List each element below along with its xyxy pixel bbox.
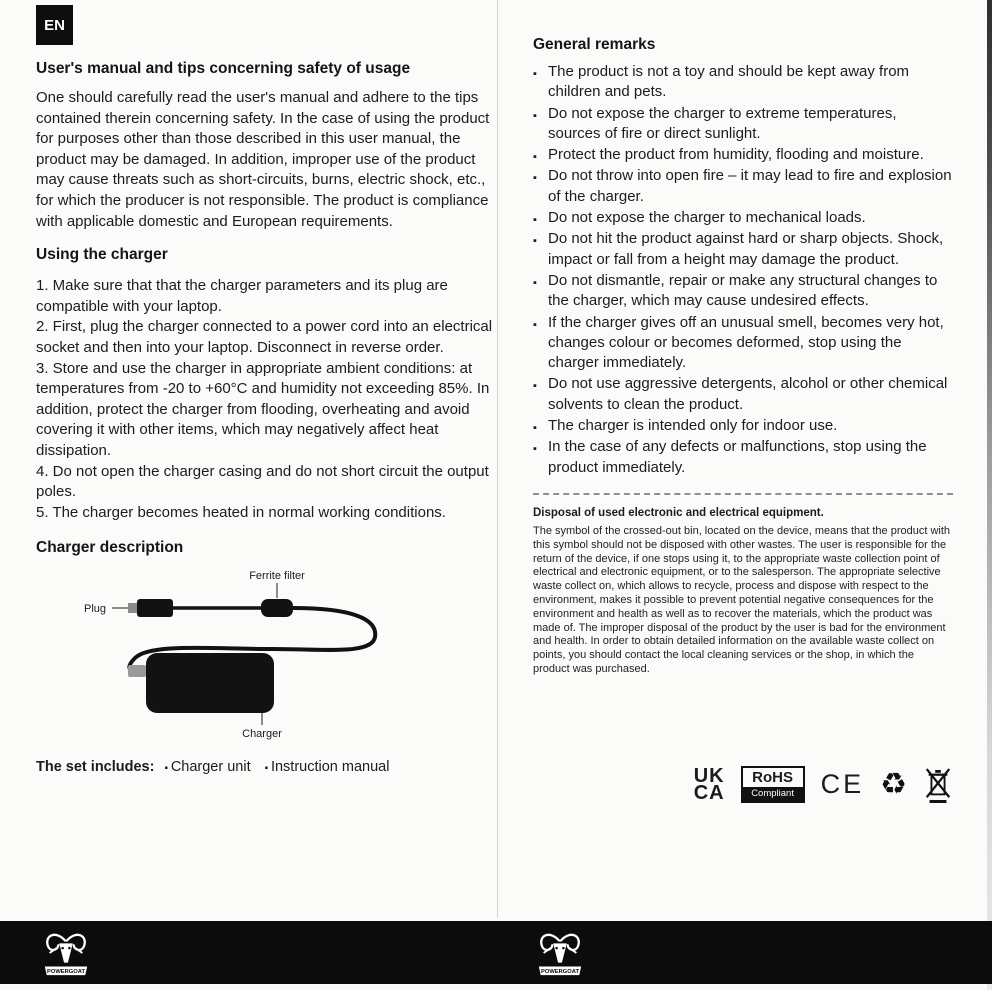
step-item: 4. Do not open the charger casing and do not short circuit the output poles. [36,462,489,501]
using-charger-heading: Using the charger [36,246,168,264]
general-remarks-list [533,62,953,478]
column-divider [497,0,498,918]
remark-item: ▪ Do not hit the product against hard or sharp objects. Shock, impact or fall from a height may damage the product. [533,229,953,270]
charger-label: Charger [242,728,282,741]
general-remarks-heading: General remarks [533,36,656,53]
set-includes-item: ▪ Charger unit [164,759,250,775]
remark-item: ▪ Protect the product from humidity, flooding and moisture. [533,145,953,165]
ferrite-bead-icon [261,599,293,617]
powergoat-logo [534,927,586,979]
recycle-icon: ♻ [880,767,907,801]
plug-label: Plug [84,603,107,616]
set-includes-item: ▪ Instruction manual [265,759,390,775]
language-badge: EN [36,5,73,45]
rohs-title: RoHS [752,769,793,787]
ferrite-filter-label: Ferrite filter [249,570,305,583]
set-includes-line [36,759,494,775]
charger-brick-icon [146,653,274,713]
step-item: 1. Make sure that that the charger parameters and its plug are compatible with your laptop. [36,277,448,315]
charger-diagram-illustration [72,565,412,743]
rohs-mark [741,766,805,803]
step-item: 3. Store and use the charger in appropriate ambient conditions: at temperatures from -20 to +60°C and humidity not exceeding 85%. In addition, protect the charger from flooding, overheating and avoid covering it with other items, which may negatively affect heat dissipation. [36,359,490,459]
charger-input-connector-icon [128,665,146,677]
powergoat-banner-text: POWERGOAT [46,968,86,975]
ce-mark: CE [820,769,865,800]
plug-connector-icon [128,603,137,613]
ukca-mark [693,764,725,804]
plug-body-icon [137,599,173,617]
step-item: 2. First, plug the charger connected to a power cord into an electrical socket and then into your laptop. Disconnect in reverse order. [36,318,493,356]
rohs-subtitle: Compliant [743,787,803,801]
remark-item: ▪ The charger is intended only for indoor use. [533,416,953,436]
remark-item: ▪ Do not dismantle, repair or make any structural changes to the charger, which may cause undesired effects. [533,271,953,312]
remark-item: ▪ If the charger gives off an unusual smell, becomes very hot, changes colour or becomes deformed, stop using the charger immediately. [533,313,953,374]
safety-paragraph: One should carefully read the user's manual and adhere to the tips contained therein concerning safety. In the case of using the product for purposes other than those described in this user manual, the product may be damaged. In addition, improper use of the product may cause threats such as short-circuits, burns, electric shock, etc., for which the producer is not responsible. The product is compliance with applicable domestic and European requirements. [36,89,490,230]
disposal-body: The symbol of the crossed-out bin, located on the device, means that the product with this symbol should not be disposed with other wastes. The user is responsible for the return of the device, if one stops using it, to the appropriate waste collection point of electrical and electronic equipment, or to the salesperson. The appropriate selective waste collect on, which allows to recycle, process and dispose with respect to the environment, makes it possible to prevent potential negative consequences for the environment and health as well as to recover the materials, which the product was made of. The improper disposal of the product by the user is bad for the environment and health. In order to obtain detailed information on the available waste collect on points, you should contact the local cleaning services or the shop, in which the product was purchased. [533,524,951,675]
right-column [533,36,953,805]
scan-edge-artifact [987,0,992,990]
weee-crossed-bin-icon [923,765,953,805]
charger-description-heading: Charger description [36,539,184,557]
charger-diagram [72,565,494,743]
step-item: 5. The charger becomes heated in normal working conditions. [36,503,446,521]
remark-item: ▪ Do not use aggressive detergents, alcohol or other chemical solvents to clean the product. [533,374,953,415]
footer-bar [0,921,992,984]
compliance-marks-row [533,765,953,805]
set-includes-label: The set includes: [36,759,155,776]
ukca-top-text: UK [693,764,725,787]
dashed-divider [533,493,953,495]
remark-item: ▪ Do not throw into open fire – it may lead to fire and explosion of the charger. [533,166,953,207]
remark-item: ▪ The product is not a toy and should be kept away from children and pets. [533,62,953,103]
left-column [36,60,494,775]
powergoat-banner-text: POWERGOAT [540,968,580,975]
remark-item: ▪ In the case of any defects or malfunctions, stop using the product immediately. [533,437,953,478]
disposal-heading: Disposal of used electronic and electrical equipment. [533,506,824,519]
remark-item: ▪ Do not expose the charger to mechanical loads. [533,208,953,228]
powergoat-logo [40,927,92,979]
ukca-bottom-text: CA [693,781,725,804]
safety-section-heading: User's manual and tips concerning safety of usage [36,60,411,77]
using-charger-steps [36,276,494,523]
remark-item: ▪ Do not expose the charger to extreme temperatures, sources of fire or direct sunlight. [533,104,953,145]
